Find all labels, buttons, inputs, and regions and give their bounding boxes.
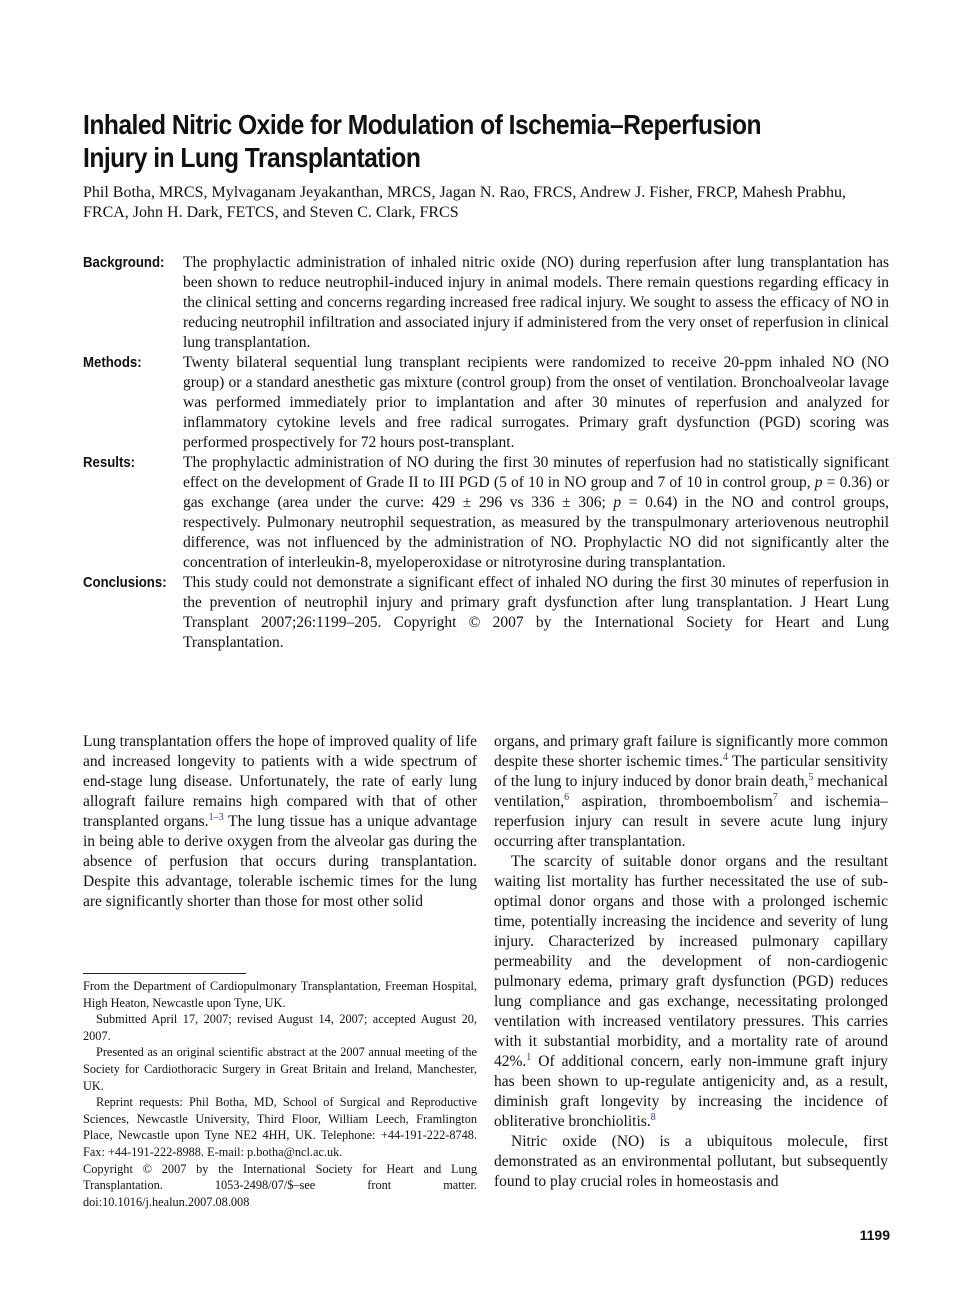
reference-link[interactable]: 5 bbox=[808, 771, 814, 783]
abstract-results-label: Results: bbox=[83, 454, 136, 471]
body-text: The scarcity of suitable donor organs and the resultant waiting list mortality has further necessitated the use of sub-optimal donor organs and those with a prolonged ischemic time, potentially increasing the incidence and severity of lung injury. Characterized by increased pulmonary capillary permeability and the development of non-cardiogenic pulmonary edema, primary graft dysfunction (PGD) reduces lung compliance and gas exchange, necessitating prolonged ventilation with increased ventilatory pressures. This carries with it substantial morbidity, and a mortality rate of around 42%. bbox=[494, 853, 888, 1070]
body-text: The particular sensitivity of the lung to injury induced by donor brain death, bbox=[494, 753, 888, 790]
page-number: 1199 bbox=[859, 1227, 890, 1243]
body-text: mechanical ventilation, bbox=[494, 773, 888, 810]
body-text: The lung tissue has a unique advantage in being able to derive oxygen from the alveolar gas during the absence of perfusion that occurs during transplantation. Despite this advantage, tolerable ischemic times for the lung are significantly shorter than those for most other solid bbox=[83, 813, 478, 910]
results-text-part-1: The prophylactic administration of NO during the first 30 minutes of reperfusion had no statistically significant effect on the development of Grade II to III PGD (5 of 10 in NO group and 7 of 10 in control group, bbox=[183, 454, 889, 491]
body-text: and ischemia–reperfusion injury can result in severe acute lung injury occurring after transplantation. bbox=[494, 793, 888, 850]
footnote-dates: Submitted April 17, 2007; revised August 14, 2007; accepted August 20, 2007. bbox=[83, 1012, 477, 1043]
abstract-background-label: Background: bbox=[83, 254, 165, 271]
article-title: Inhaled Nitric Oxide for Modulation of Ischemia–Reperfusion Injury in Lung Transplantation bbox=[83, 109, 762, 173]
body-paragraph bbox=[494, 852, 888, 1132]
reference-link[interactable]: 1 bbox=[526, 1051, 532, 1063]
abstract-results bbox=[83, 453, 889, 573]
author-list: Phil Botha, MRCS, Mylvaganam Jeyakanthan, MRCS, Jagan N. Rao, FRCS, Andrew J. Fisher, FRCP, Mahesh Prabhu, FRCA, John H. Dark, FETCS, and Steven C. Clark, FRCS bbox=[83, 184, 846, 221]
p-value-symbol: p bbox=[613, 494, 622, 511]
body-text: aspiration, thromboembolism bbox=[569, 793, 773, 810]
abstract-conclusions bbox=[83, 573, 889, 653]
p-value-symbol: p bbox=[814, 474, 823, 491]
reference-link[interactable]: 4 bbox=[722, 751, 728, 763]
results-text-part-3: = 0.64) in the NO and control groups, respectively. Pulmonary neutrophil sequestration, as measured by the transpulmonary arteriovenous neutrophil difference, was not influenced by the administration of NO. Prophylactic NO did not significantly alter the concentration of interleukin-8, myeloperoxidase or nitrotyrosine during transplantation. bbox=[183, 494, 889, 571]
body-paragraph: Nitric oxide (NO) is a ubiquitous molecule, first demonstrated as an environmental pollutant, but subsequently found to play crucial roles in homeostasis and bbox=[494, 1133, 888, 1190]
reference-link[interactable]: 6 bbox=[564, 791, 570, 803]
abstract bbox=[83, 253, 889, 653]
reference-link[interactable]: 7 bbox=[772, 791, 778, 803]
footnote-divider bbox=[83, 973, 246, 974]
results-text-part-2: = 0.36) or gas exchange (area under the curve: 429 ± 296 vs 336 ± 306; bbox=[183, 474, 889, 511]
body-text: organs, and primary graft failure is significantly more common despite these shorter ischemic times. bbox=[494, 733, 888, 770]
abstract-background-text: The prophylactic administration of inhaled nitric oxide (NO) during reperfusion after lung transplantation has been shown to reduce neutrophil-induced injury in animal models. There remain questions regarding efficacy in the clinical setting and concerns regarding increased free radical injury. We sought to assess the efficacy of NO in reducing neutrophil infiltration and associated injury if administered from the very onset of reperfusion in clinical lung transplantation. bbox=[183, 254, 889, 351]
abstract-conclusions-text: This study could not demonstrate a significant effect of inhaled NO during the first 30 minutes of reperfusion in the prevention of neutrophil injury and primary graft dysfunction after lung transplantation. J Heart Lung Transplant 2007;26:1199–205. Copyright © 2007 by the International Society for Heart and Lung Transplantation. bbox=[183, 574, 889, 651]
body-paragraph bbox=[494, 732, 888, 852]
body-column-right bbox=[494, 732, 888, 1192]
abstract-background bbox=[83, 253, 889, 353]
reference-link[interactable]: 1–3 bbox=[208, 811, 224, 823]
footnote-copyright: Copyright © 2007 by the International Society for Heart and Lung Transplantation. 1053-2498/07/$–see front matter. doi:10.1016/j.healun.2007.08.008 bbox=[83, 1161, 477, 1209]
body-paragraph bbox=[83, 732, 477, 912]
abstract-results-text bbox=[183, 453, 889, 573]
footnote-reprint: Reprint requests: Phil Botha, MD, School of Surgical and Reproductive Sciences, Newcastle University, Third Floor, William Leech, Framlington Place, Newcastle upon Tyne NE2 4HH, UK. Telephone: +44-191-222-8748. Fax: +44-191-222-8988. E-mail: p.botha@ncl.ac.uk. bbox=[83, 1095, 477, 1159]
abstract-methods-label: Methods: bbox=[83, 354, 142, 371]
abstract-methods-text: Twenty bilateral sequential lung transplant recipients were randomized to receive 20-ppm inhaled NO (NO group) or a standard anesthetic gas mixture (control group) from the onset of ventilation. Bronchoalveolar lavage was performed immediately prior to implantation and after 30 minutes of reperfusion and analyzed for inflammatory cytokine levels and free radical surrogates. Primary graft dysfunction (PGD) scoring was performed prospectively for 72 hours post-transplant. bbox=[183, 354, 889, 451]
abstract-conclusions-label: Conclusions: bbox=[83, 574, 167, 591]
footnote-affiliation: From the Department of Cardiopulmonary Transplantation, Freeman Hospital, High Heaton, Newcastle upon Tyne, UK. bbox=[83, 979, 477, 1010]
reference-link[interactable]: 8 bbox=[650, 1111, 656, 1123]
body-text: Of additional concern, early non-immune graft injury has been shown to up-regulate antigenicity and, as a result, diminish graft longevity by increasing the incidence of obliterative bronchiolitis. bbox=[494, 1053, 888, 1130]
footnote-presented: Presented as an original scientific abstract at the 2007 annual meeting of the Society for Cardiothoracic Surgery in Great Britain and Ireland, Manchester, UK. bbox=[83, 1045, 477, 1093]
body-text: Lung transplantation offers the hope of improved quality of life and increased longevity to patients with a wide spectrum of end-stage lung disease. Unfortunately, the rate of early lung allograft failure remains high compared with that of other transplanted organs. bbox=[83, 733, 477, 830]
abstract-methods bbox=[83, 353, 889, 453]
footnotes bbox=[83, 978, 477, 1210]
body-column-left bbox=[83, 732, 477, 912]
